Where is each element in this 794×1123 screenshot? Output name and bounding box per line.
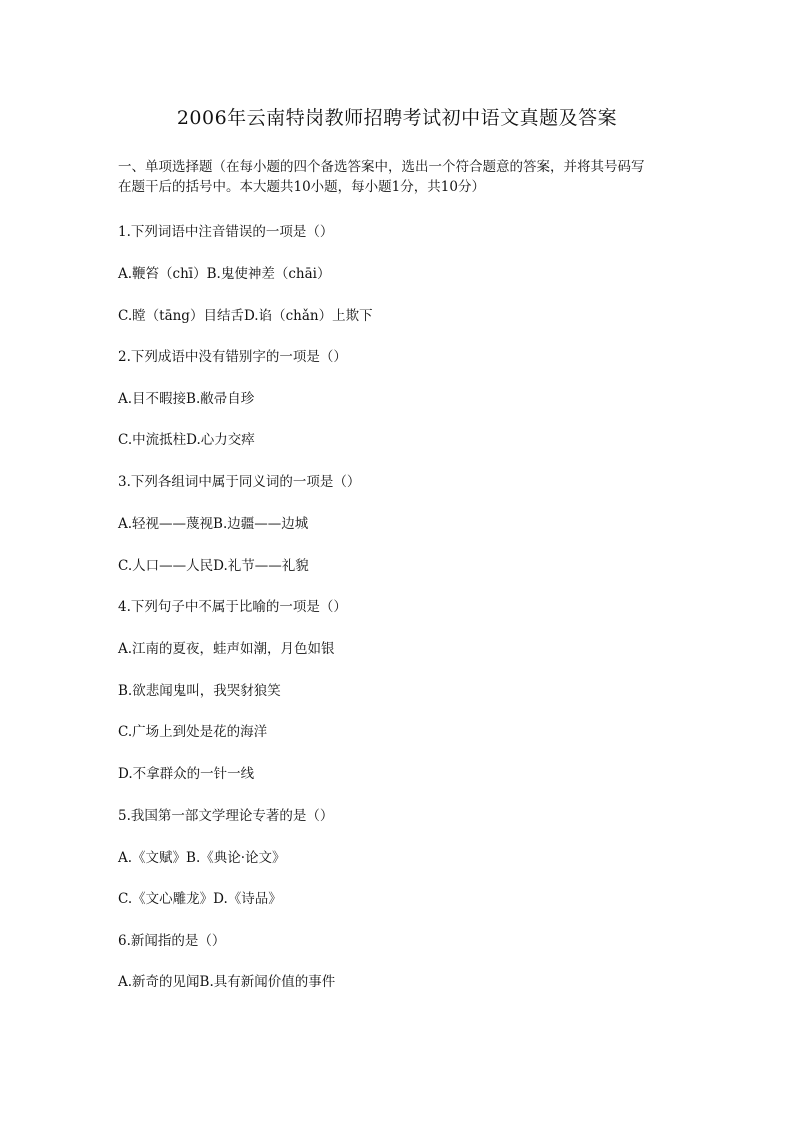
question-3: 3.下列各组词中属于同义词的一项是（） — [118, 474, 361, 490]
question-4: 4.下列句子中不属于比喻的一项是（） — [118, 599, 347, 615]
question-4-option-b: B.欲悲闻鬼叫，我哭豺狼笑 — [118, 683, 281, 699]
question-2-options-ab: A.目不暇接B.敝帚自珍 — [118, 391, 255, 407]
question-2-options-cd: C.中流抵柱D.心力交瘁 — [118, 432, 255, 448]
section-intro-line: 一、单项选择题（在每小题的四个备选答案中，选出一个符合题意的答案，并将其号码写 — [118, 159, 645, 175]
question-6: 6.新闻指的是（） — [118, 933, 226, 949]
question-5: 5.我国第一部文学理论专著的是（） — [118, 808, 334, 824]
question-4-option-a: A.江南的夏夜，蛙声如潮，月色如银 — [118, 641, 335, 657]
question-1-options-ab: A.鞭笞（chī）B.鬼使神差（chāi） — [118, 266, 331, 282]
question-2: 2.下列成语中没有错别字的一项是（） — [118, 349, 347, 365]
question-5-options-ab: A.《文赋》B.《典论·论文》 — [118, 850, 286, 866]
document-title: 2006年云南特岗教师招聘考试初中语文真题及答案 — [176, 107, 618, 129]
question-1-options-cd: C.瞠（tāng）目结舌D.谄（chǎn）上欺下 — [118, 308, 373, 324]
question-3-options-ab: A.轻视——蔑视B.边疆——边城 — [118, 516, 309, 532]
section-intro-line: 在题干后的括号中。本大题共10小题，每小题1分，共10分） — [118, 179, 485, 195]
question-4-option-c: C.广场上到处是花的海洋 — [118, 724, 268, 740]
question-4-option-d: D.不拿群众的一针一线 — [118, 766, 255, 782]
question-5-options-cd: C.《文心雕龙》D.《诗品》 — [118, 891, 282, 907]
section-intro — [118, 157, 678, 197]
question-1: 1.下列词语中注音错误的一项是（） — [118, 224, 334, 240]
question-3-options-cd: C.人口——人民D.礼节——礼貌 — [118, 558, 309, 574]
question-6-options-ab: A.新奇的见闻B.具有新闻价值的事件 — [118, 974, 336, 990]
